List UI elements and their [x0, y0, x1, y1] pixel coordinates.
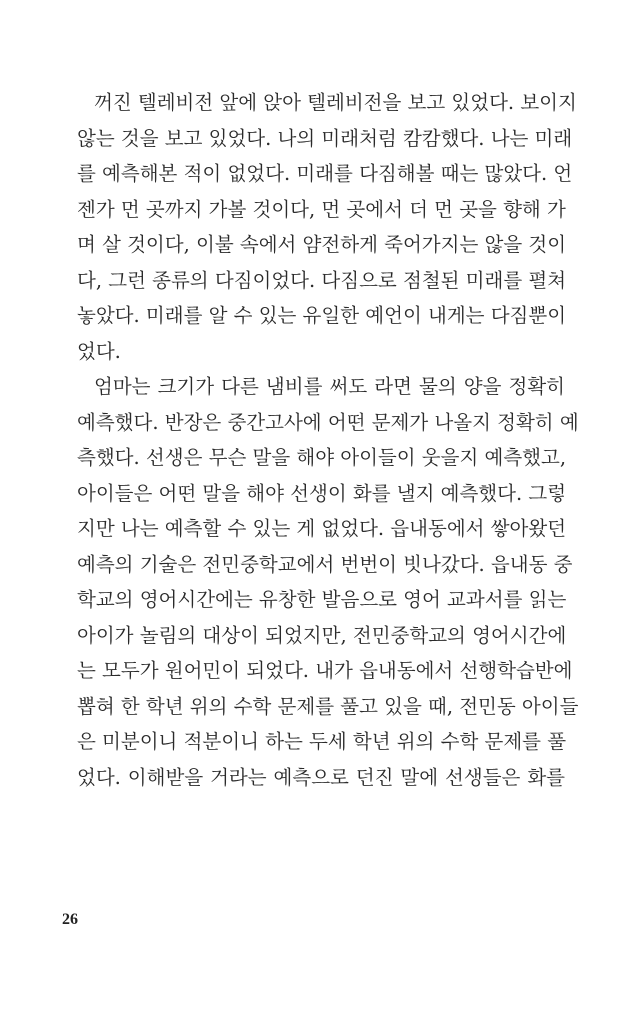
text-line: 예측의 기술은 전민중학교에서 번번이 빗나갔다. 읍내동 중 [77, 552, 573, 576]
text-line: 은 미분이니 적분이니 하는 두세 학년 위의 수학 문제를 풀 [77, 730, 567, 753]
text-line: 다, 그런 종류의 다짐이었다. 다짐으로 점철된 미래를 펼쳐 [77, 268, 567, 292]
text-line: 않는 것을 보고 있었다. 나의 미래처럼 캄캄했다. 나는 미래 [77, 126, 573, 150]
text-line: 었다. 이해받을 거라는 예측으로 던진 말에 선생들은 화를 [77, 765, 565, 789]
text-line: 젠가 먼 곳까지 가볼 것이다, 먼 곳에서 더 먼 곳을 향해 가 [77, 197, 566, 221]
text-line: 지만 나는 예측할 수 있는 게 없었다. 읍내동에서 쌓아왔던 [77, 517, 567, 540]
text-line: 아이가 놀림의 대상이 되었지만, 전민중학교의 영어시간에 [77, 623, 567, 647]
text-line: 며 살 것이다, 이불 속에서 얌전하게 죽어가지는 않을 것이 [77, 233, 567, 256]
text-line: 놓았다. 미래를 알 수 있는 유일한 예언이 내게는 다짐뿐이 [77, 304, 567, 327]
text-line: 를 예측해본 적이 없었다. 미래를 다짐해볼 때는 많았다. 언 [77, 162, 573, 185]
text-line: 측했다. 선생은 무슨 말을 해야 아이들이 웃을지 예측했고, [77, 446, 567, 469]
text-line: 었다. [77, 339, 121, 363]
text-line: 예측했다. 반장은 중간고사에 어떤 문제가 나올지 정확히 예 [77, 410, 579, 434]
text-line: 뽑혀 한 학년 위의 수학 문제를 풀고 있을 때, 전민동 아이들 [77, 694, 579, 718]
text-line: 아이들은 어떤 말을 해야 선생이 화를 낼지 예측했다. 그렇 [77, 481, 567, 505]
text-line: 는 모두가 원어민이 되었다. 내가 읍내동에서 선행학습반에 [77, 659, 573, 682]
text-line: 꺼진 텔레비전 앞에 앉아 텔레비전을 보고 있었다. 보이지 [94, 91, 577, 114]
page-number: 26 [62, 911, 78, 928]
body-text [77, 85, 579, 795]
text-line: 엄마는 크기가 다른 냄비를 써도 라면 물의 양을 정확히 [94, 375, 565, 398]
text-line: 학교의 영어시간에는 유창한 발음으로 영어 교과서를 읽는 [77, 588, 567, 611]
